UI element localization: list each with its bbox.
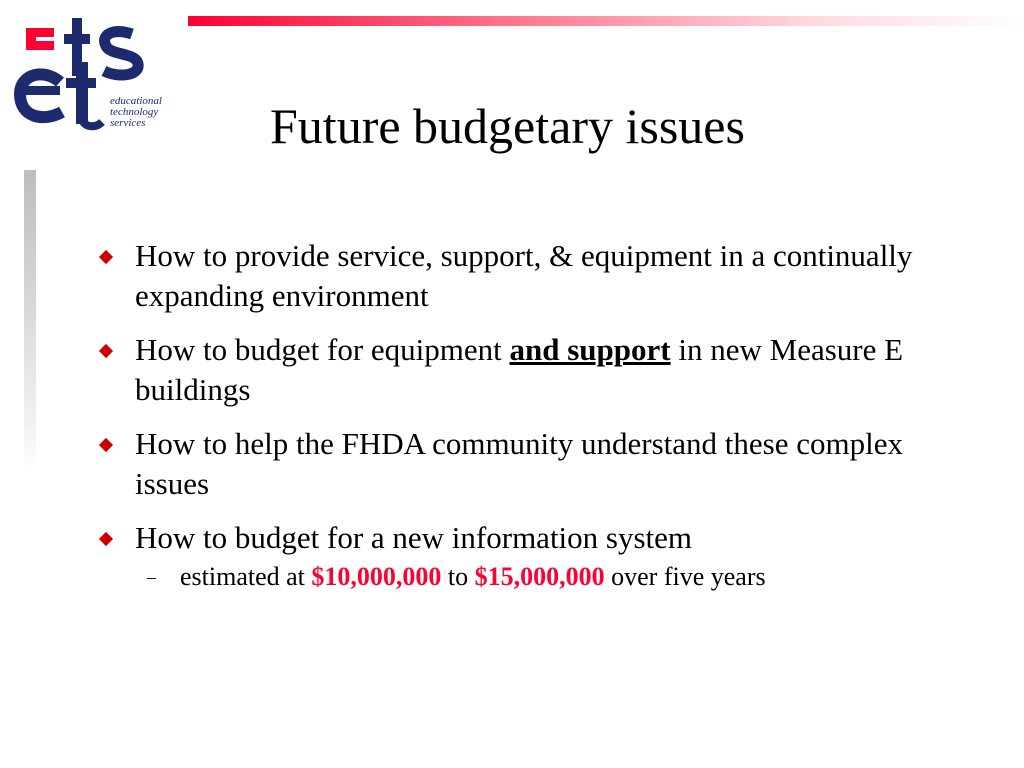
side-gradient-bar [24, 170, 36, 470]
bullet-text: in new Measure E buildings [135, 332, 904, 407]
bullet-text: How to provide service, support, & equipment in a continually expanding environment [135, 238, 913, 313]
diamond-bullet-icon [99, 438, 113, 452]
bullet-item [100, 236, 980, 316]
bullet-item [100, 330, 980, 410]
bullet-text: How to budget for equipment [135, 332, 510, 367]
bullet-list [100, 236, 980, 594]
logo-tagline-line: educational [110, 95, 162, 107]
sub-bullet-text: to [441, 562, 475, 591]
diamond-bullet-icon [99, 532, 113, 546]
sub-bullet-text: over five years [604, 562, 766, 591]
dash-bullet-icon: – [147, 567, 156, 587]
bullet-text: How to budget for a new information system [135, 520, 693, 555]
bullet-text: How to help the FHDA community understand these complex issues [135, 426, 903, 501]
amount-low: $10,000,000 [311, 562, 442, 591]
header-gradient-bar [188, 16, 1024, 26]
bullet-item [100, 424, 980, 504]
slide-title: Future budgetary issues [270, 98, 745, 154]
logo-tagline-line: services [110, 117, 146, 129]
diamond-bullet-icon [99, 250, 113, 264]
logo-tagline [110, 96, 162, 129]
sub-bullet-text: estimated at [180, 562, 312, 591]
amount-high: $15,000,000 [474, 562, 605, 591]
bullet-item [100, 518, 980, 558]
logo-tagline-line: technology [110, 106, 159, 118]
sub-bullet-item [100, 560, 980, 594]
diamond-bullet-icon [99, 344, 113, 358]
ets-logo [14, 16, 174, 131]
bullet-emphasis: and support [509, 332, 671, 367]
